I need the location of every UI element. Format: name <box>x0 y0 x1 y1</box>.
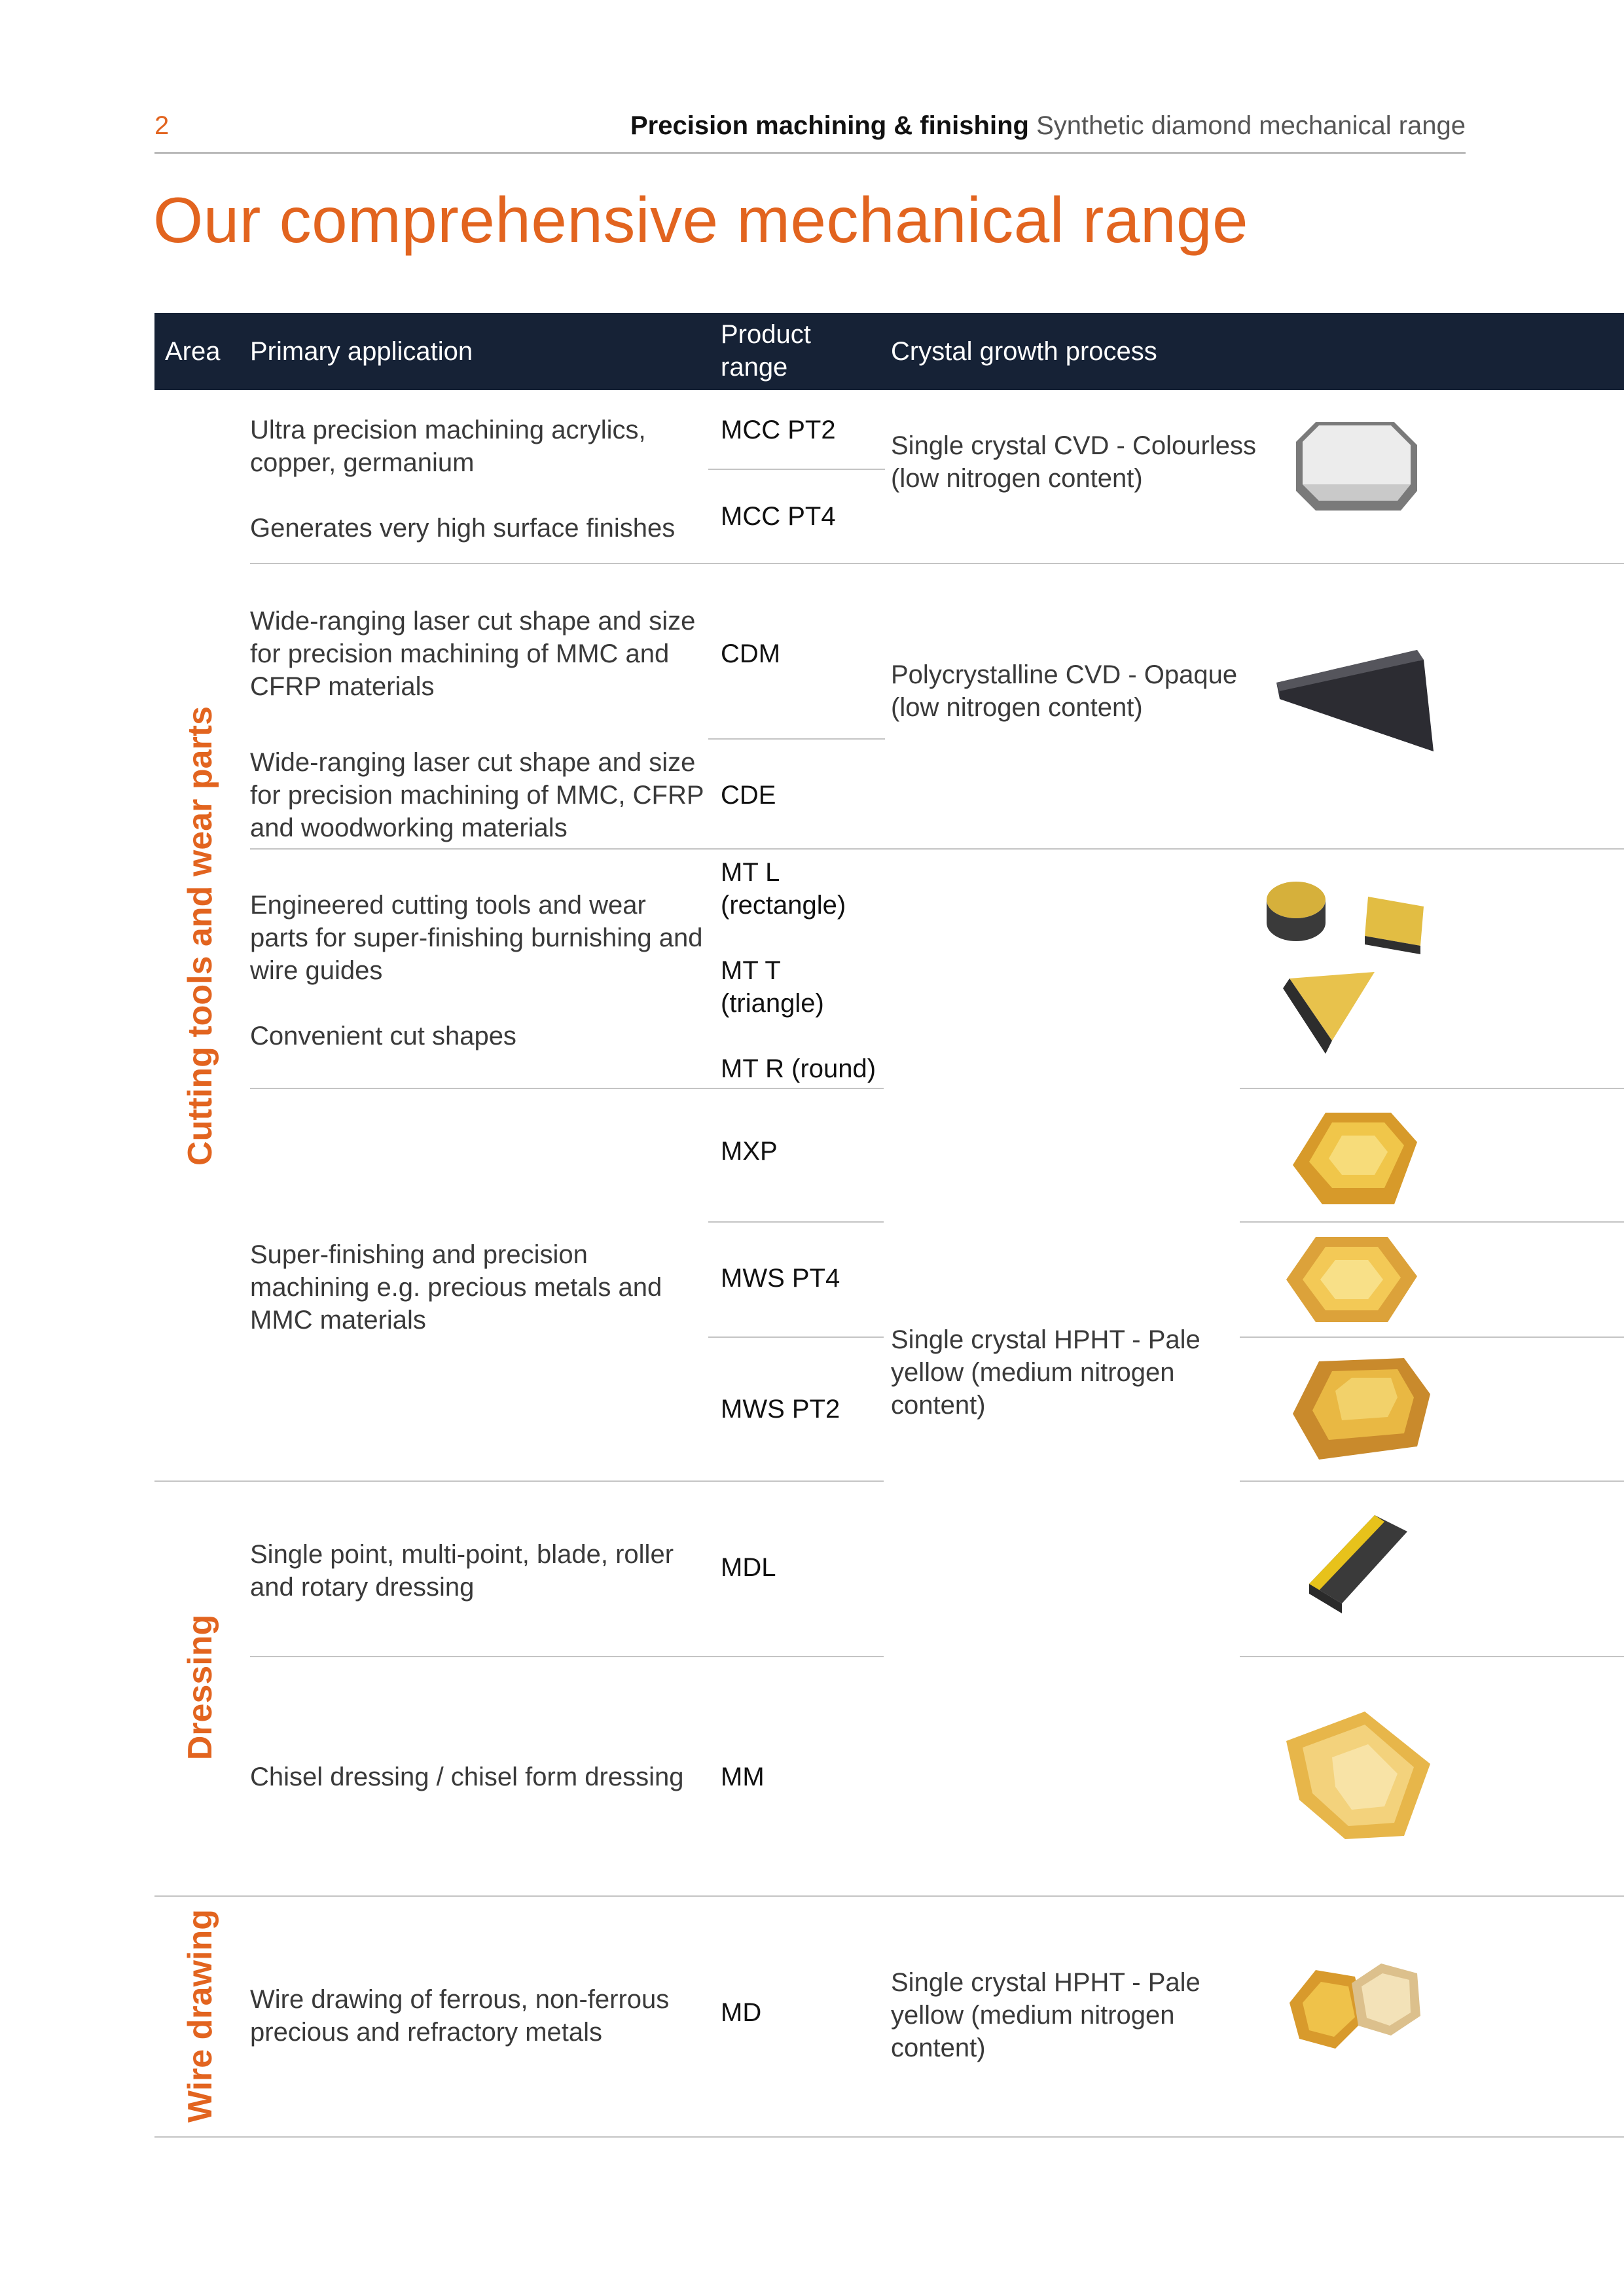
process-cvd-poly: Polycrystalline CVD - Opaque (low nitrogen content) <box>891 660 1238 722</box>
row-divider <box>154 1480 884 1482</box>
application-mcc-1: Ultra precision machining acrylics, copper, germanium <box>250 416 646 477</box>
mm-chisel-image <box>1273 1702 1443 1859</box>
row-divider <box>708 738 885 740</box>
product-mcc-pt2: MCC PT2 <box>721 416 836 444</box>
row-divider <box>708 469 885 470</box>
row-divider <box>708 1221 884 1223</box>
mdl-dresser-image <box>1303 1505 1414 1620</box>
running-header <box>630 111 1466 141</box>
product-cdm: CDM <box>721 639 781 668</box>
page-number: 2 <box>154 111 170 140</box>
row-divider <box>708 1336 884 1338</box>
application-mdl: Single point, multi-point, blade, roller and rotary dressing <box>250 1540 674 1602</box>
process-cvd-single: Single crystal CVD - Colourless (low nitrogen content) <box>891 431 1256 493</box>
application-mt-1: Engineered cutting tools and wear parts for super-finishing burnishing and wire guides <box>250 891 703 985</box>
product-cde: CDE <box>721 781 776 810</box>
mcc-diamond-image <box>1290 412 1427 524</box>
row-divider <box>154 2136 1624 2138</box>
header-rule <box>154 152 1466 154</box>
area-label-dressing: Dressing <box>181 1614 219 1761</box>
application-mt-2: Convenient cut shapes <box>250 1022 516 1050</box>
product-mt-l: MT L (rectangle) <box>721 858 846 920</box>
row-divider <box>1240 1088 1624 1089</box>
md-crystals-image <box>1283 1957 1424 2062</box>
page-title: Our comprehensive mechanical range <box>153 184 1248 256</box>
process-hpht-2: Single crystal HPHT - Pale yellow (medium nitrogen content) <box>891 1968 1200 2062</box>
row-divider <box>1240 1656 1624 1657</box>
application-md: Wire drawing of ferrous, non-ferrous precious and refractory metals <box>250 1985 670 2047</box>
mt-shapes-image <box>1263 877 1447 1060</box>
mxp-crystal-image <box>1280 1106 1424 1211</box>
area-label-wire: Wire drawing <box>181 1909 219 2123</box>
row-divider <box>250 848 1624 850</box>
col-header-area: Area <box>165 337 221 366</box>
application-cdm: Wide-ranging laser cut shape and size for precision machining of MMC and CFRP materials <box>250 607 696 701</box>
col-header-process: Crystal growth process <box>891 337 1157 366</box>
process-hpht-1: Single crystal HPHT - Pale yellow (medium nitrogen content) <box>891 1325 1200 1420</box>
mws-pt4-crystal-image <box>1280 1230 1424 1329</box>
row-divider <box>250 563 1624 564</box>
area-label-cutting: Cutting tools and wear parts <box>181 706 219 1166</box>
application-cde: Wide-ranging laser cut shape and size for precision machining of MMC, CFRP and woodworking materials <box>250 748 704 842</box>
product-mdl: MDL <box>721 1553 776 1582</box>
product-mws-pt4: MWS PT4 <box>721 1264 840 1293</box>
application-mm: Chisel dressing / chisel form dressing <box>250 1763 684 1791</box>
cdm-plate-image <box>1273 647 1440 758</box>
mws-pt2-crystal-image <box>1280 1348 1437 1466</box>
row-divider <box>1240 1480 1624 1482</box>
product-mxp: MXP <box>721 1137 778 1166</box>
header-section: Precision machining & finishing <box>630 111 1029 140</box>
header-subtitle: Synthetic diamond mechanical range <box>1036 111 1466 140</box>
row-divider <box>1240 1336 1624 1338</box>
row-divider <box>1240 1221 1624 1223</box>
product-md: MD <box>721 1998 762 2027</box>
table-header <box>154 313 1624 390</box>
application-mcc-2: Generates very high surface finishes <box>250 514 676 543</box>
product-mm: MM <box>721 1763 765 1791</box>
product-mt-r: MT R (round) <box>721 1054 876 1083</box>
row-divider <box>154 1895 1624 1897</box>
col-header-application: Primary application <box>250 337 473 366</box>
row-divider <box>250 1656 884 1657</box>
application-mxp: Super-finishing and precision machining e.g. precious metals and MMC materials <box>250 1240 662 1335</box>
product-mcc-pt4: MCC PT4 <box>721 502 836 531</box>
product-mws-pt2: MWS PT2 <box>721 1395 840 1424</box>
col-header-product: Product range <box>721 320 811 382</box>
row-divider <box>250 1088 884 1089</box>
product-mt-t: MT T (triangle) <box>721 956 824 1018</box>
